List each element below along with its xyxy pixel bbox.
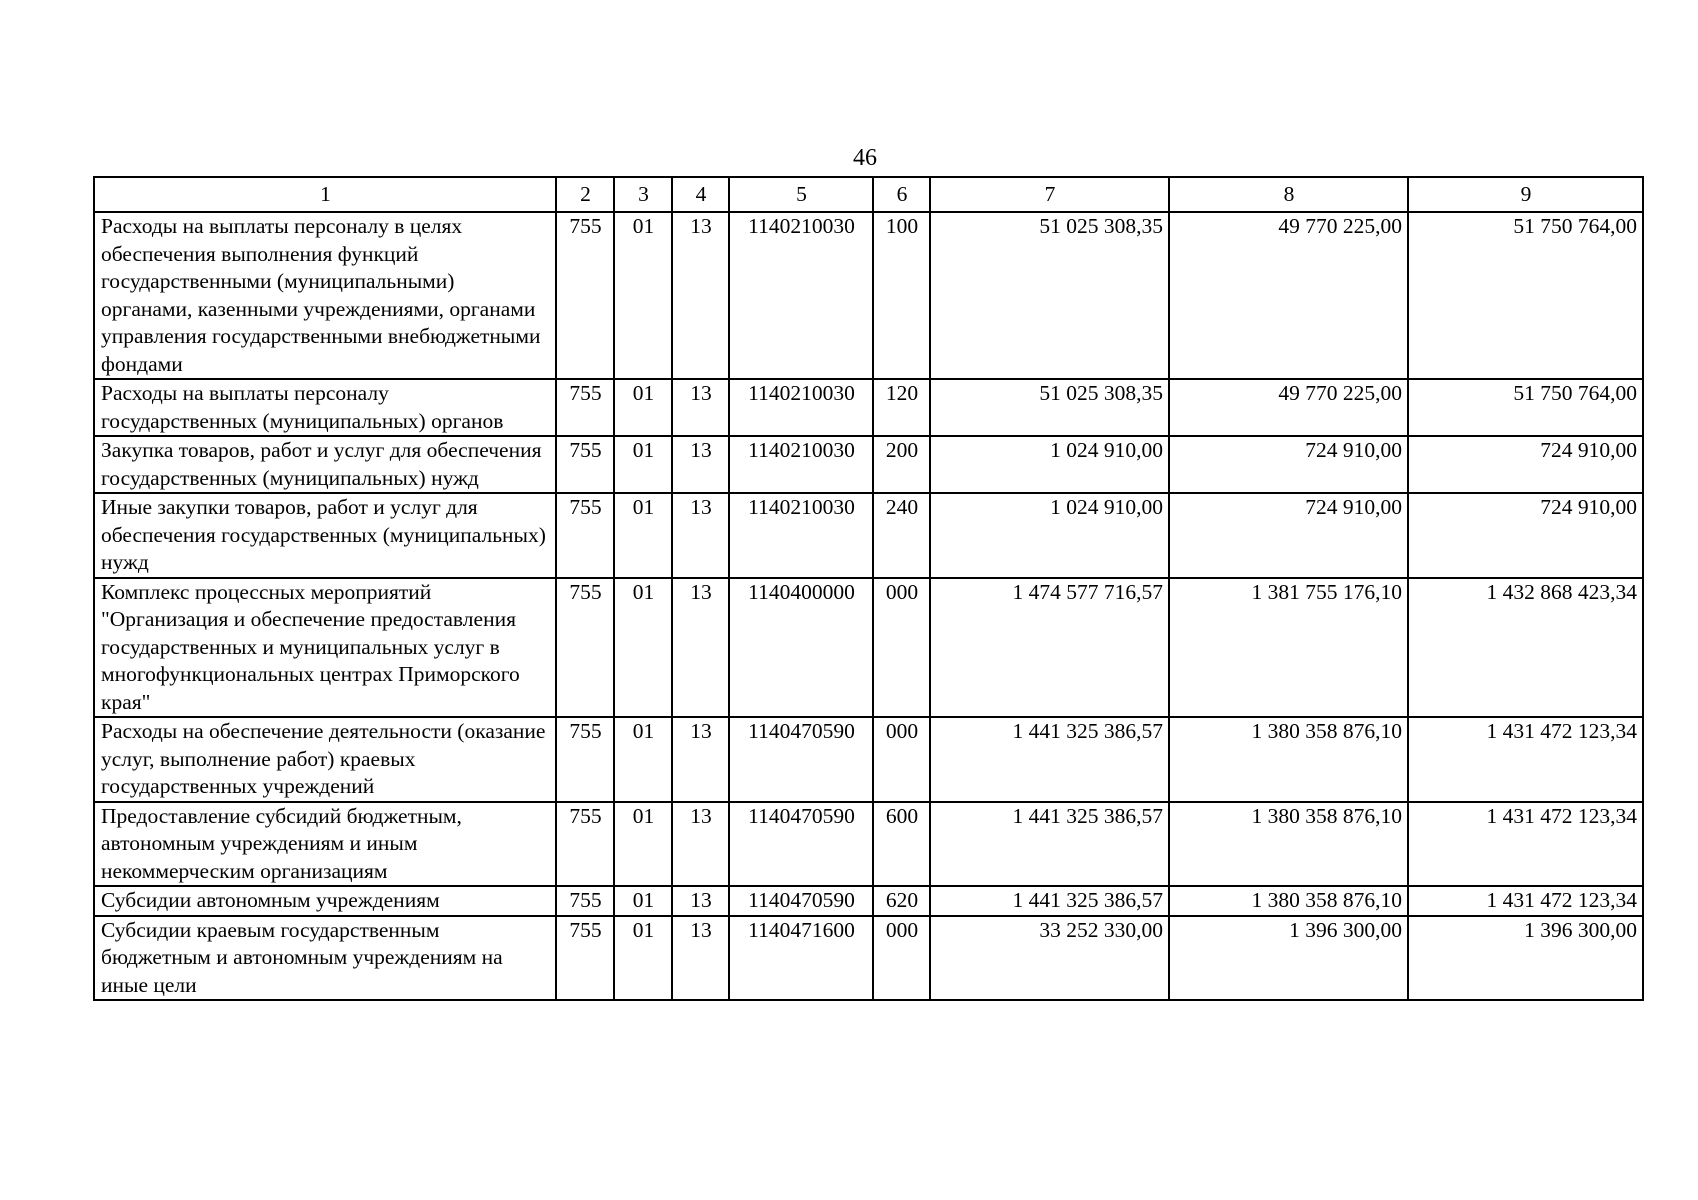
row-amount-col8: 49 770 225,00 bbox=[1169, 212, 1408, 379]
row-subsection-code: 13 bbox=[672, 916, 729, 1001]
row-subsection-code: 13 bbox=[672, 212, 729, 379]
column-header-4: 4 bbox=[672, 177, 729, 212]
column-header-7: 7 bbox=[930, 177, 1169, 212]
row-section-code: 01 bbox=[614, 436, 672, 493]
row-expense-type: 000 bbox=[873, 578, 930, 718]
row-section-code: 01 bbox=[614, 717, 672, 802]
column-header-6: 6 bbox=[873, 177, 930, 212]
row-amount-col7: 1 441 325 386,57 bbox=[930, 886, 1169, 916]
row-amount-col9: 1 396 300,00 bbox=[1408, 916, 1643, 1001]
row-target-article: 1140210030 bbox=[729, 493, 873, 578]
row-subsection-code: 13 bbox=[672, 886, 729, 916]
row-amount-col9: 1 431 472 123,34 bbox=[1408, 802, 1643, 887]
row-amount-col7: 1 024 910,00 bbox=[930, 436, 1169, 493]
row-amount-col8: 724 910,00 bbox=[1169, 436, 1408, 493]
row-name: Расходы на обеспечение деятельности (оказание услуг, выполнение работ) краевых государственных учреждений bbox=[94, 717, 556, 802]
row-amount-col8: 1 381 755 176,10 bbox=[1169, 578, 1408, 718]
row-name: Комплекс процессных мероприятий "Организация и обеспечение предоставления государственных и муниципальных услуг в многофункциональных центрах Приморского края" bbox=[94, 578, 556, 718]
row-target-article: 1140210030 bbox=[729, 436, 873, 493]
row-amount-col7: 33 252 330,00 bbox=[930, 916, 1169, 1001]
row-name: Субсидии автономным учреждениям bbox=[94, 886, 556, 916]
row-amount-col9: 724 910,00 bbox=[1408, 493, 1643, 578]
row-admin-code: 755 bbox=[556, 886, 614, 916]
row-amount-col8: 1 396 300,00 bbox=[1169, 916, 1408, 1001]
row-amount-col7: 1 474 577 716,57 bbox=[930, 578, 1169, 718]
row-amount-col9: 51 750 764,00 bbox=[1408, 212, 1643, 379]
row-name: Расходы на выплаты персоналу государственных (муниципальных) органов bbox=[94, 379, 556, 436]
row-target-article: 1140470590 bbox=[729, 717, 873, 802]
row-target-article: 1140210030 bbox=[729, 212, 873, 379]
table-row bbox=[94, 802, 1643, 887]
row-admin-code: 755 bbox=[556, 212, 614, 379]
row-expense-type: 120 bbox=[873, 379, 930, 436]
table-row bbox=[94, 493, 1643, 578]
table-row bbox=[94, 379, 1643, 436]
row-amount-col7: 51 025 308,35 bbox=[930, 379, 1169, 436]
row-name: Субсидии краевым государственным бюджетным и автономным учреждениям на иные цели bbox=[94, 916, 556, 1001]
row-expense-type: 240 bbox=[873, 493, 930, 578]
row-expense-type: 000 bbox=[873, 717, 930, 802]
row-subsection-code: 13 bbox=[672, 802, 729, 887]
row-subsection-code: 13 bbox=[672, 493, 729, 578]
row-admin-code: 755 bbox=[556, 436, 614, 493]
row-expense-type: 600 bbox=[873, 802, 930, 887]
row-target-article: 1140471600 bbox=[729, 916, 873, 1001]
row-amount-col8: 1 380 358 876,10 bbox=[1169, 886, 1408, 916]
row-target-article: 1140470590 bbox=[729, 802, 873, 887]
row-subsection-code: 13 bbox=[672, 717, 729, 802]
row-amount-col7: 1 441 325 386,57 bbox=[930, 717, 1169, 802]
column-header-9: 9 bbox=[1408, 177, 1643, 212]
column-header-8: 8 bbox=[1169, 177, 1408, 212]
row-name: Предоставление субсидий бюджетным, автономным учреждениям и иным некоммерческим организациям bbox=[94, 802, 556, 887]
row-target-article: 1140470590 bbox=[729, 886, 873, 916]
row-subsection-code: 13 bbox=[672, 578, 729, 718]
budget-table bbox=[93, 176, 1644, 1001]
row-amount-col9: 1 432 868 423,34 bbox=[1408, 578, 1643, 718]
row-amount-col8: 724 910,00 bbox=[1169, 493, 1408, 578]
row-target-article: 1140210030 bbox=[729, 379, 873, 436]
row-amount-col8: 49 770 225,00 bbox=[1169, 379, 1408, 436]
row-admin-code: 755 bbox=[556, 493, 614, 578]
row-amount-col7: 1 441 325 386,57 bbox=[930, 802, 1169, 887]
table-row bbox=[94, 886, 1643, 916]
header-row bbox=[94, 177, 1643, 212]
row-name: Расходы на выплаты персоналу в целях обеспечения выполнения функций государственными (муниципальными) органами, казенными учреждениями, органами управления государственными внебюджетными фондами bbox=[94, 212, 556, 379]
row-amount-col8: 1 380 358 876,10 bbox=[1169, 802, 1408, 887]
row-target-article: 1140400000 bbox=[729, 578, 873, 718]
row-section-code: 01 bbox=[614, 578, 672, 718]
column-header-2: 2 bbox=[556, 177, 614, 212]
row-name: Закупка товаров, работ и услуг для обеспечения государственных (муниципальных) нужд bbox=[94, 436, 556, 493]
row-amount-col9: 51 750 764,00 bbox=[1408, 379, 1643, 436]
row-expense-type: 100 bbox=[873, 212, 930, 379]
table-row bbox=[94, 212, 1643, 379]
row-name: Иные закупки товаров, работ и услуг для обеспечения государственных (муниципальных) нужд bbox=[94, 493, 556, 578]
row-amount-col9: 1 431 472 123,34 bbox=[1408, 886, 1643, 916]
table-row bbox=[94, 436, 1643, 493]
row-admin-code: 755 bbox=[556, 916, 614, 1001]
row-amount-col7: 1 024 910,00 bbox=[930, 493, 1169, 578]
row-amount-col8: 1 380 358 876,10 bbox=[1169, 717, 1408, 802]
column-header-5: 5 bbox=[729, 177, 873, 212]
column-header-3: 3 bbox=[614, 177, 672, 212]
column-header-1: 1 bbox=[94, 177, 556, 212]
row-section-code: 01 bbox=[614, 379, 672, 436]
row-expense-type: 200 bbox=[873, 436, 930, 493]
row-section-code: 01 bbox=[614, 916, 672, 1001]
page-number: 46 bbox=[853, 145, 877, 171]
row-admin-code: 755 bbox=[556, 802, 614, 887]
row-section-code: 01 bbox=[614, 886, 672, 916]
row-section-code: 01 bbox=[614, 493, 672, 578]
row-subsection-code: 13 bbox=[672, 379, 729, 436]
row-admin-code: 755 bbox=[556, 578, 614, 718]
row-expense-type: 620 bbox=[873, 886, 930, 916]
row-expense-type: 000 bbox=[873, 916, 930, 1001]
row-amount-col7: 51 025 308,35 bbox=[930, 212, 1169, 379]
row-section-code: 01 bbox=[614, 802, 672, 887]
table-body bbox=[94, 212, 1643, 1000]
row-section-code: 01 bbox=[614, 212, 672, 379]
table-row bbox=[94, 717, 1643, 802]
table-row bbox=[94, 578, 1643, 718]
row-amount-col9: 1 431 472 123,34 bbox=[1408, 717, 1643, 802]
row-amount-col9: 724 910,00 bbox=[1408, 436, 1643, 493]
row-subsection-code: 13 bbox=[672, 436, 729, 493]
row-admin-code: 755 bbox=[556, 717, 614, 802]
row-admin-code: 755 bbox=[556, 379, 614, 436]
table-row bbox=[94, 916, 1643, 1001]
